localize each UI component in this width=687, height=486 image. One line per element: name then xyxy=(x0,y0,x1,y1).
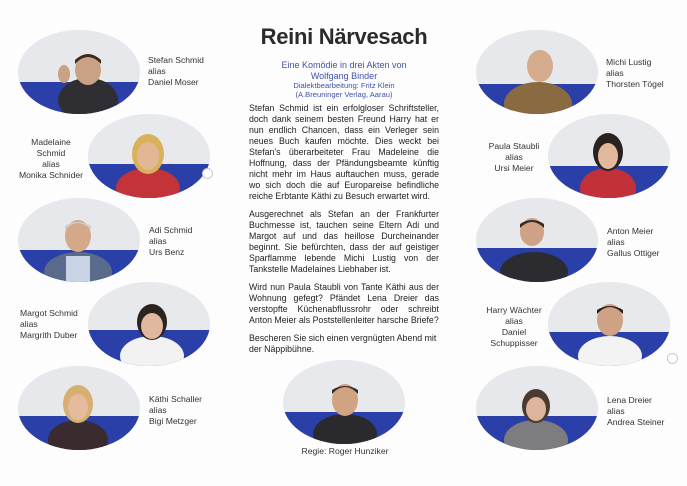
caption-kaethi-schaller: Käthi Schaller alias Bigi Metzger xyxy=(149,394,203,426)
photo-adi-schmid xyxy=(18,198,140,282)
portrait-man-grey-icon xyxy=(18,198,140,282)
publisher-line: (A.Breuninger Verlag, Aarau) xyxy=(295,90,393,100)
photo-stefan-schmid xyxy=(18,30,140,114)
photo-michi-lustig xyxy=(476,30,598,114)
caption-michi-lustig: Michi Lustig alias Thorsten Tögel xyxy=(606,57,664,89)
portrait-woman-blonde-icon xyxy=(88,114,210,198)
caption-margot-schmid: Margot Schmid alias Margrith Duber xyxy=(20,308,78,340)
page-title: Reini Närvesach xyxy=(260,24,428,49)
portrait-woman-red-icon xyxy=(548,114,670,198)
synopsis xyxy=(249,103,439,362)
caption-stefan-schmid: Stefan Schmid alias Daniel Moser xyxy=(148,55,204,87)
photo-harry-waechter xyxy=(548,282,670,366)
play-info xyxy=(244,60,444,99)
portrait-man-dark-shirt-icon xyxy=(18,30,140,114)
synopsis-paragraph: Wird nun Paula Staubli von Tante Käthi aus der Wohnung gefegt? Pfändet Lena Dreier das verstopfte Küchenabflussrohr oder schreibt Anton Meier als Poststellenleiter harsche Briefe? xyxy=(249,282,439,325)
synopsis-paragraph: Ausgerechnet als Stefan an der Frankfurter Buchmesse ist, tauchen seine Eltern Adi und Margot auf und das heillose Durcheinander beginnt. Sie befürchten, dass der auf geistiger Sparflamme lebende Michi Lustig von der Tankstelle Madelaines Liebhaber ist. xyxy=(249,209,439,274)
dialect-line: Dialektbearbeitung: Fritz Klein xyxy=(293,81,395,90)
photo-madelaine-schmid xyxy=(88,114,210,198)
portrait-man-white-shirt-icon xyxy=(548,282,670,366)
photo-director xyxy=(283,360,405,444)
synopsis-paragraph: Stefan Schmid ist ein erfolgloser Schriftsteller, doch dank seinem besten Freund Harry hat er nun endlich Chancen, dass ein Verleger sein neues Buch kaufen möchte. Dies weckt bei Stefan's überarbeiteter Frau Madeleine die Hoffnung, dass der Pfändungsbeamte künftig nicht mehr im Haus auftauchen muss, gerade wo sich doch die auf Europareise befindliche reiche Erbtante Käthi zu Besuch erwartet wird. xyxy=(249,103,439,201)
photo-paula-staubli xyxy=(548,114,670,198)
caption-harry-waechter: Harry Wächter alias Daniel Schuppisser xyxy=(486,305,542,348)
portrait-woman-grey-icon xyxy=(476,366,598,450)
photo-lena-dreier xyxy=(476,366,598,450)
caption-lena-dreier: Lena Dreier alias Andrea Steiner xyxy=(607,395,665,427)
synopsis-paragraph: Bescheren Sie sich einen vergnügten Abend mit der Näppibühne. xyxy=(249,333,437,354)
caption-paula-staubli: Paula Staubli alias Ursi Meier xyxy=(488,141,540,173)
photo-margot-schmid xyxy=(88,282,210,366)
scan-dot xyxy=(667,353,678,364)
portrait-woman-blonde-icon xyxy=(18,366,140,450)
caption-anton-meier: Anton Meier alias Gallus Ottiger xyxy=(607,226,660,258)
portrait-woman-dark-icon xyxy=(88,282,210,366)
author-line: Wolfgang Binder xyxy=(310,70,378,81)
caption-adi-schmid: Adi Schmid alias Urs Benz xyxy=(149,225,193,257)
scan-dot xyxy=(202,168,213,179)
portrait-man-bald-icon xyxy=(476,30,598,114)
photo-kaethi-schaller xyxy=(18,366,140,450)
director-credit: Regie: Roger Hunziker xyxy=(301,446,389,456)
portrait-man-dark-icon xyxy=(476,198,598,282)
portrait-man-director-icon xyxy=(283,360,405,444)
caption-madelaine-schmid: Madelaine Schmid alias Monika Schnider xyxy=(18,137,83,180)
photo-anton-meier xyxy=(476,198,598,282)
subtitle-line: Eine Komödie in drei Akten von xyxy=(281,60,407,70)
